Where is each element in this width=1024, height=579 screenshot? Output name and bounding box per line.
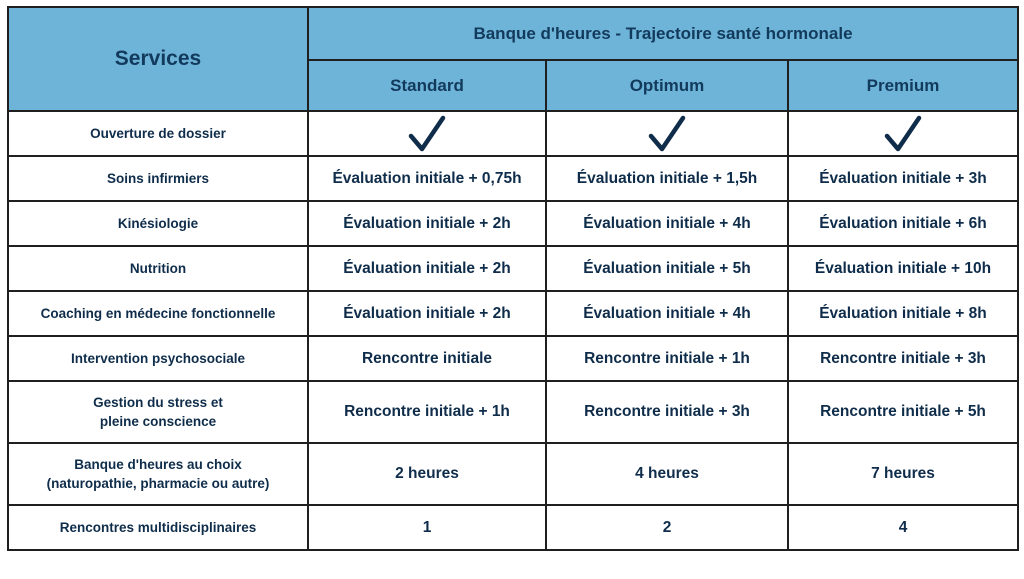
service-name-line: pleine conscience (99, 414, 217, 429)
cell-standard: Évaluation initiale + 0,75h (308, 156, 546, 201)
cell-premium: Rencontre initiale + 3h (788, 336, 1018, 381)
column-header-optimum: Optimum (546, 60, 788, 111)
cell-premium: Évaluation initiale + 8h (788, 291, 1018, 336)
service-name: Soins infirmiers (8, 156, 308, 201)
column-header-premium: Premium (788, 60, 1018, 111)
services-comparison-table (7, 6, 1019, 551)
cell-standard: 2 heures (308, 443, 546, 505)
cell-premium: Évaluation initiale + 3h (788, 156, 1018, 201)
table-row (8, 381, 1018, 443)
table-row (8, 505, 1018, 550)
cell-standard: Rencontre initiale (308, 336, 546, 381)
cell-premium: Rencontre initiale + 5h (788, 381, 1018, 443)
cell-standard: Rencontre initiale + 1h (308, 381, 546, 443)
pricing-table-container (7, 6, 1019, 551)
cell-optimum: Évaluation initiale + 1,5h (546, 156, 788, 201)
cell-optimum: 2 (546, 505, 788, 550)
table-row (8, 156, 1018, 201)
table-row (8, 246, 1018, 291)
service-name-line: (naturopathie, pharmacie ou autre) (46, 476, 270, 491)
table-title: Banque d'heures - Trajectoire santé hormonale (308, 7, 1018, 60)
cell-premium: 4 (788, 505, 1018, 550)
cell-optimum: Évaluation initiale + 4h (546, 201, 788, 246)
service-name: Rencontres multidisciplinaires (8, 505, 308, 550)
check-icon (788, 111, 1018, 156)
service-name: Coaching en médecine fonctionnelle (8, 291, 308, 336)
cell-premium: Évaluation initiale + 10h (788, 246, 1018, 291)
check-icon (546, 111, 788, 156)
cell-standard: Évaluation initiale + 2h (308, 201, 546, 246)
cell-premium: 7 heures (788, 443, 1018, 505)
table-row (8, 291, 1018, 336)
cell-optimum: Rencontre initiale + 1h (546, 336, 788, 381)
table-row (8, 443, 1018, 505)
service-name (8, 443, 308, 505)
cell-standard: Évaluation initiale + 2h (308, 291, 546, 336)
service-name: Kinésiologie (8, 201, 308, 246)
service-name (8, 381, 308, 443)
cell-optimum: 4 heures (546, 443, 788, 505)
cell-standard: 1 (308, 505, 546, 550)
table-row (8, 336, 1018, 381)
table-row (8, 201, 1018, 246)
column-header-standard: Standard (308, 60, 546, 111)
cell-optimum: Évaluation initiale + 5h (546, 246, 788, 291)
check-icon (308, 111, 546, 156)
cell-optimum: Rencontre initiale + 3h (546, 381, 788, 443)
cell-standard: Évaluation initiale + 2h (308, 246, 546, 291)
cell-optimum: Évaluation initiale + 4h (546, 291, 788, 336)
table-row (8, 111, 1018, 156)
service-name: Ouverture de dossier (8, 111, 308, 156)
service-name: Nutrition (8, 246, 308, 291)
services-header: Services (8, 7, 308, 111)
service-name-line: Gestion du stress et (93, 395, 223, 410)
service-name: Intervention psychosociale (8, 336, 308, 381)
cell-premium: Évaluation initiale + 6h (788, 201, 1018, 246)
service-name-line: Banque d'heures au choix (74, 457, 242, 472)
